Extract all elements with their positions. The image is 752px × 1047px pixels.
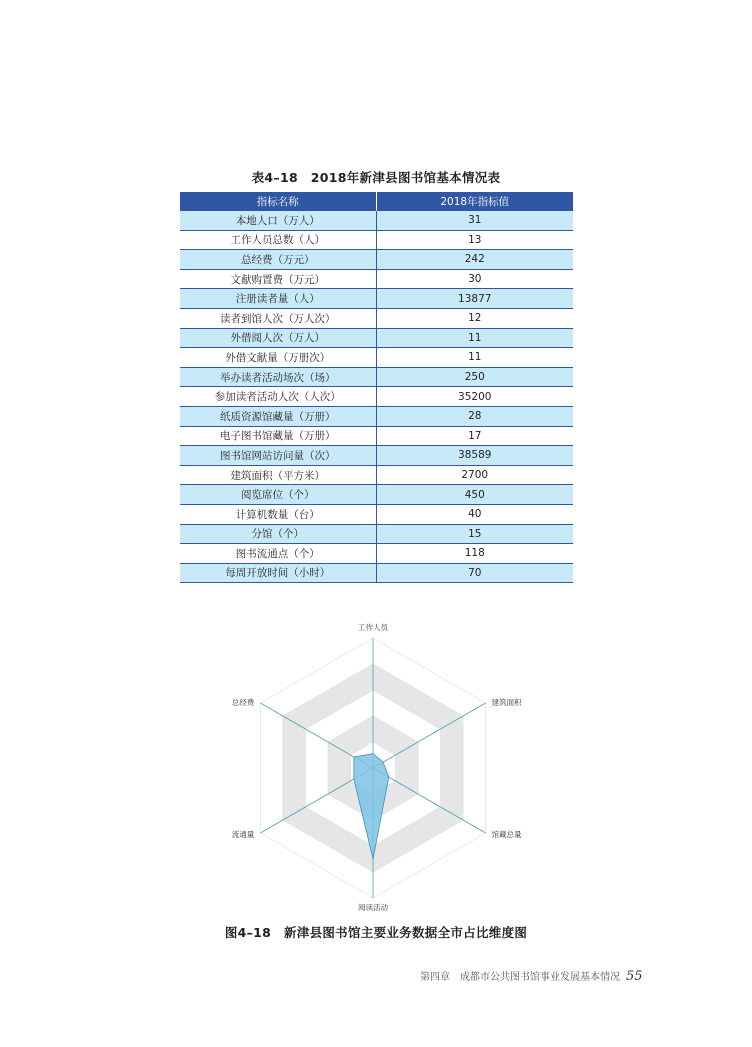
radar-axis-label: 工作人员: [358, 623, 388, 632]
indicator-name-cell: 纸质资源馆藏量（万册）: [180, 406, 376, 426]
indicator-value-cell: 70: [376, 563, 573, 583]
chapter-title: 第四章 成都市公共图书馆事业发展基本情况: [420, 972, 620, 983]
indicator-name-cell: 工作人员总数（人）: [180, 230, 376, 250]
indicator-value-cell: 30: [376, 269, 573, 289]
indicator-value-cell: 35200: [376, 387, 573, 407]
header-indicator-name: 指标名称: [180, 192, 376, 211]
indicator-value-cell: 40: [376, 504, 573, 524]
indicator-value-cell: 38589: [376, 446, 573, 466]
header-indicator-value: 2018年指标值: [376, 192, 573, 211]
indicator-name-cell: 外借文献量（万册次）: [180, 348, 376, 368]
radar-axis-label: 建筑面积: [491, 698, 522, 707]
radar-axis-label: 总经费: [231, 698, 255, 707]
indicator-value-cell: 11: [376, 348, 573, 368]
indicator-value-cell: 28: [376, 406, 573, 426]
indicator-name-cell: 阅览席位（个）: [180, 485, 376, 505]
indicator-value-cell: 242: [376, 250, 573, 270]
indicator-name-cell: 总经费（万元）: [180, 250, 376, 270]
indicator-value-cell: 17: [376, 426, 573, 446]
indicator-name-cell: 每周开放时间（小时）: [180, 563, 376, 583]
indicator-name-cell: 建筑面积（平方米）: [180, 465, 376, 485]
indicator-value-cell: 2700: [376, 465, 573, 485]
indicator-value-cell: 13877: [376, 289, 573, 309]
indicator-value-cell: 12: [376, 308, 573, 328]
radar-axis-label: 馆藏总量: [491, 830, 522, 839]
indicator-name-cell: 图书馆网站访问量（次）: [180, 446, 376, 466]
indicator-value-cell: 250: [376, 367, 573, 387]
page-footer: [420, 968, 660, 984]
indicator-name-cell: 计算机数量（台）: [180, 504, 376, 524]
indicator-value-cell: 11: [376, 328, 573, 348]
indicator-value-cell: 118: [376, 544, 573, 564]
page-number: 55: [626, 969, 643, 984]
indicator-name-cell: 本地人口（万人）: [180, 211, 376, 230]
indicator-value-cell: 450: [376, 485, 573, 505]
radar-axis-label: 流通量: [231, 830, 255, 839]
indicator-name-cell: 文献购置费（万元）: [180, 269, 376, 289]
indicator-name-cell: 读者到馆人次（万人次）: [180, 308, 376, 328]
radar-axis-label: 阅读活动: [358, 903, 388, 912]
indicator-name-cell: 电子图书馆藏量（万册）: [180, 426, 376, 446]
indicator-name-cell: 分馆（个）: [180, 524, 376, 544]
indicator-name-cell: 举办读者活动场次（场）: [180, 367, 376, 387]
indicator-name-cell: 图书流通点（个）: [180, 544, 376, 564]
indicator-name-cell: 参加读者活动人次（人次）: [180, 387, 376, 407]
indicator-value-cell: 15: [376, 524, 573, 544]
indicator-name-cell: 外借阅人次（万人）: [180, 328, 376, 348]
indicator-name-cell: 注册读者量（人）: [180, 289, 376, 309]
indicator-value-cell: 13: [376, 230, 573, 250]
figure-caption: 图4–18 新津县图书馆主要业务数据全市占比维度图: [224, 925, 528, 940]
table-title: 表4–18 2018年新津县图书馆基本情况表: [251, 170, 501, 185]
indicator-value-cell: 31: [376, 211, 573, 230]
